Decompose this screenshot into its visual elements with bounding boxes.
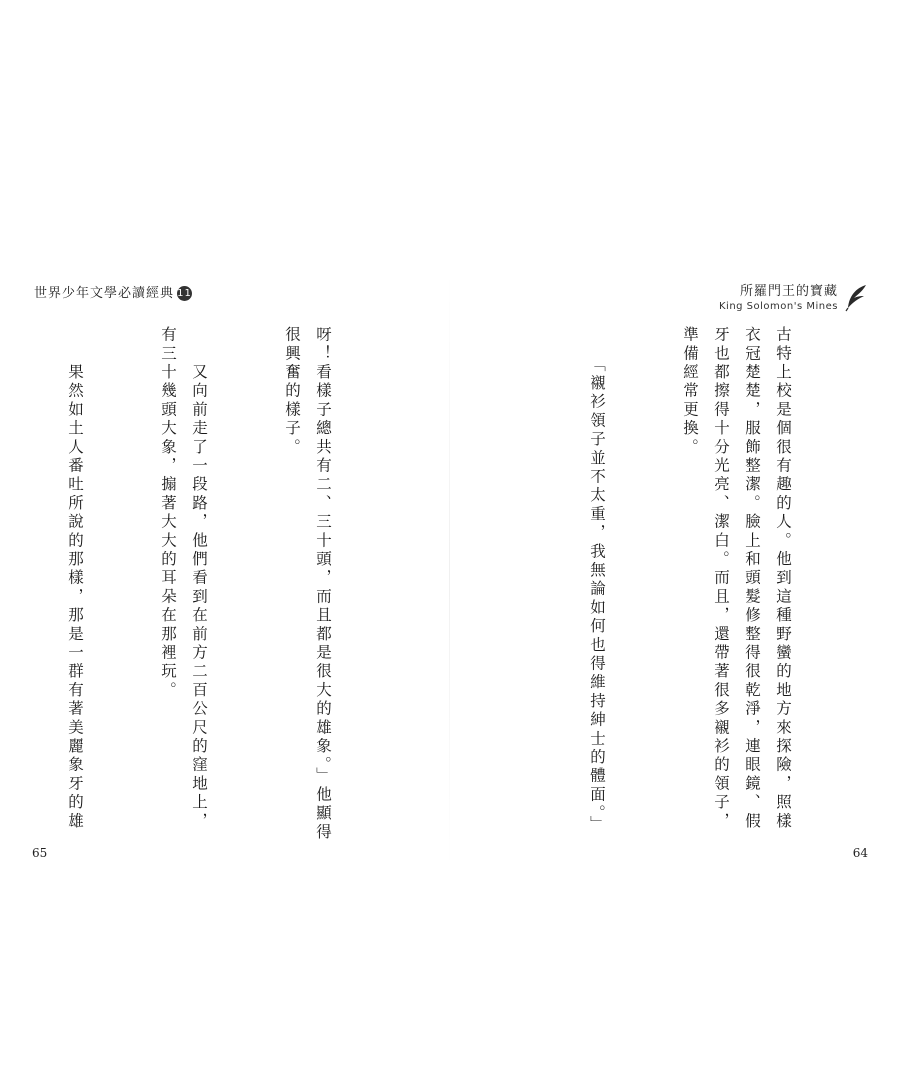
left-page-body-text bbox=[60, 326, 400, 846]
right-page-body-text bbox=[520, 326, 860, 846]
series-running-head bbox=[34, 282, 192, 301]
paragraph: 「襯衫領子並不太重，我無論如何也得維持紳士的體面。」 bbox=[588, 326, 606, 835]
feather-icon bbox=[844, 282, 870, 312]
paragraph: 果然如土人番吐所說的那樣，那是一群有著美麗象牙的雄 bbox=[66, 363, 84, 831]
right-page bbox=[450, 0, 900, 1080]
book-title-english: King Solomon's Mines bbox=[718, 301, 838, 312]
paragraph: 呀！看樣子總共有二、三十頭，而且都是很大的雄象。」他顯得很興奮的樣子。 bbox=[283, 326, 332, 842]
book-title: 所羅門王的寶藏 bbox=[739, 284, 838, 299]
paragraph: 又向前走了一段路，他們看到在前方二百公尺的窪地上，有三十幾頭大象，搧著大大的耳朵在那裡玩。 bbox=[159, 326, 208, 831]
volume-number-badge: 11 bbox=[177, 288, 192, 299]
page-number-65: 65 bbox=[32, 846, 48, 860]
paragraph: 古特上校是個很有趣的人。他到這種野蠻的地方來探險，照樣衣冠楚楚，服飾整潔。臉上和頭髮修整得很乾淨，連眼鏡、假牙也都擦得十分光亮、潔白。而且，還帶著很多襯衫的領子，準備經常更換。 bbox=[681, 326, 792, 831]
page-number-64: 64 bbox=[852, 846, 868, 860]
series-title: 世界少年文學必讀經典 bbox=[34, 286, 175, 301]
book-running-head bbox=[719, 280, 838, 312]
